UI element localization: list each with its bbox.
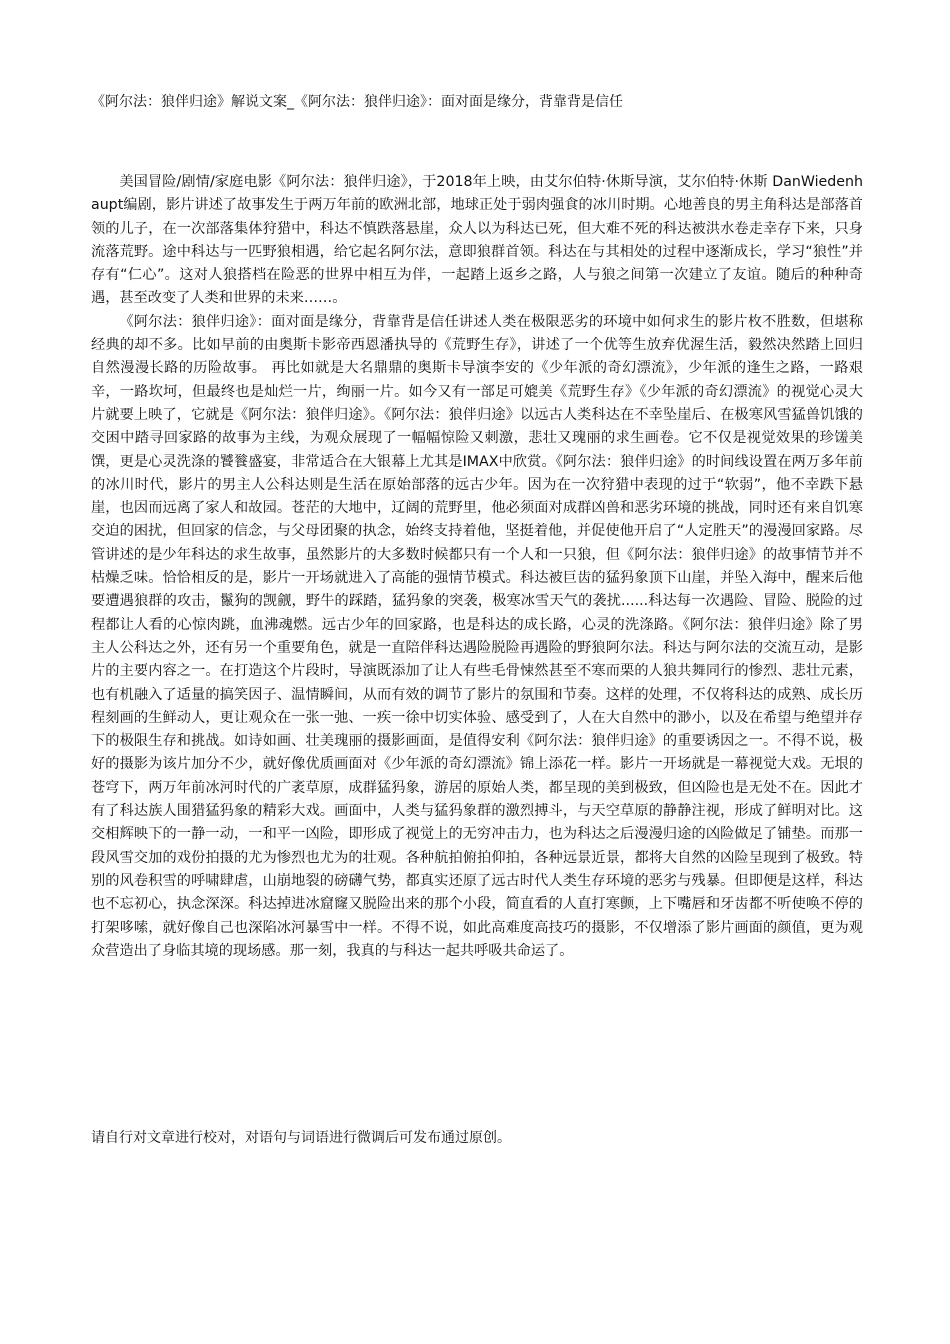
article-body [91, 171, 863, 963]
paragraph-review: 《阿尔法：狼伴归途》：面对面是缘分，背靠背是信任讲述人类在极限恶劣的环境中如何求生的影片枚不胜数，但堪称经典的却不多。比如早前的由奥斯卡影帝西恩潘执导的《荒野生存》，讲述了一个优等生放弃优渥生活，毅然决然踏上回归自然漫漫长路的历险故事。 再比如就是大名鼎鼎的奥斯卡导演李安的《少年派的奇幻漂流》，少年派的逢生之路，一路艰辛，一路坎坷，但最终也是灿烂一片，绚丽一片。如今又有一部足可媲美《荒野生存》《少年派的奇幻漂流》的视觉心灵大片就要上映了，它就是《阿尔法：狼伴归途》。《阿尔法：狼伴归途》以远古人类科达在不幸坠崖后、在极寒风雪猛兽饥饿的交困中踏寻回家路的故事为主线，为观众展现了一幅幅惊险又刺激，悲壮又瑰丽的求生画卷。它不仅是视觉效果的珍馐美馔，更是心灵洗涤的饕餮盛宴，非常适合在大银幕上尤其是IMAX中欣赏。《阿尔法：狼伴归途》的时间线设置在两万多年前的冰川时代，影片的男主人公科达则是生活在原始部落的远古少年。因为在一次狩猎中表现的过于“软弱”，他不幸跌下悬崖，也因而远离了家人和故园。苍茫的大地中，辽阔的荒野里，他必须面对成群凶兽和恶劣环境的挑战，同时还有来自饥寒交迫的困扰，但回家的信念，与父母团聚的执念，始终支持着他，坚挺着他，并促使他开启了“人定胜天”的漫漫回家路。尽管讲述的是少年科达的求生故事，虽然影片的大多数时候都只有一个人和一只狼，但《阿尔法：狼伴归途》的故事情节并不枯燥乏味。恰恰相反的是，影片一开场就进入了高能的强情节模式。科达被巨齿的猛犸象顶下山崖，并坠入海中，醒来后他要遭遇狼群的攻击，鬣狗的觊觎，野牛的踩踏，猛犸象的突袭，极寒冰雪天气的袭扰......科达每一次遇险、冒险、脱险的过程都让人看的心惊肉跳，血沸魂燃。远古少年的回家路，也是科达的成长路，心灵的洗涤路。《阿尔法：狼伴归途》除了男主人公科达之外，还有另一个重要角色，就是一直陪伴科达遇险脱险再遇险的野狼阿尔法。科达与阿尔法的交流互动，是影片的主要内容之一。在打造这个片段时，导演既添加了让人有些毛骨悚然甚至不寒而栗的人狼共舞同行的惨烈、悲壮元素，也有机融入了适量的搞笑因子、温情瞬间，从而有效的调节了影片的氛围和节奏。这样的处理，不仅将科达的成熟、成长历程刻画的生鲜动人，更让观众在一张一弛、一疾一徐中切实体验、感受到了，人在大自然中的渺小，以及在希望与绝望并存下的极限生存和挑战。如诗如画、壮美瑰丽的摄影画面，是值得安利《阿尔法：狼伴归途》的重要诱因之一。不得不说，极好的摄影为该片加分不少，就好像优质画面对《少年派的奇幻漂流》锦上添花一样。影片一开场就是一幕视觉大戏。无垠的苍穹下，两万年前冰河时代的广袤草原，成群猛犸象，游居的原始人类，都呈现的美到极致，但凶险也是无处不在。因此才有了科达族人围猎猛犸象的精彩大戏。画面中，人类与猛犸象群的激烈搏斗，与天空草原的静静注视，形成了鲜明对比。这交相辉映下的一静一动，一和平一凶险，即形成了视觉上的无穷冲击力，也为科达之后漫漫归途的凶险做足了铺垫。而那一段风雪交加的戏份拍摄的尤为惨烈也尤为的壮观。各种航拍俯拍仰拍，各种远景近景，都将大自然的凶险呈现到了极致。特别的风卷积雪的呼啸肆虐，山崩地裂的磅礴气势，都真实还原了远古时代人类生存环境的恶劣与残暴。但即便是这样，科达也不忘初心，执念深深。科达掉进冰窟窿又脱险出来的那个小段，简直看的人直打寒颤，上下嘴唇和牙齿都不听使唤不停的打架哆嗦，就好像自己也深陷冰河暴雪中一样。不得不说，如此高难度高技巧的摄影，不仅增添了影片画面的颜值，更为观众营造出了身临其境的现场感。那一刻，我真的与科达一起共呼吸共命运了。 [91, 313, 863, 959]
document-page [91, 92, 863, 963]
footer-note: 请自行对文章进行校对，对语句与词语进行微调后可发布通过原创。 [91, 1130, 511, 1146]
document-title: 《阿尔法：狼伴归途》解说文案_《阿尔法：狼伴归途》：面对面是缘分，背靠背是信任 [91, 94, 623, 110]
paragraph-synopsis: 美国冒险/剧情/家庭电影《阿尔法：狼伴归途》，于2018年上映，由艾尔伯特·休斯导演，艾尔伯特·休斯 DanWiedenhaupt编剧，影片讲述了故事发生于两万年前的欧洲北部，地球正处于弱肉强食的冰川时期。心地善良的男主角科达是部落首领的儿子，在一次部落集体狩猎中，科达不慎跌落悬崖，众人以为科达已死，但大难不死的科达被洪水卷走幸存下来，只身流落荒野。途中科达与一匹野狼相遇，给它起名阿尔法，意即狼群首领。科达在与其相处的过程中逐渐成长，学习“狼性”并存有“仁心”。这对人狼搭档在险恶的世界中相互为伴，一起踏上返乡之路，人与狼之间第一次建立了友谊。随后的种种奇遇，甚至改变了人类和世界的未来……。 [91, 174, 863, 307]
